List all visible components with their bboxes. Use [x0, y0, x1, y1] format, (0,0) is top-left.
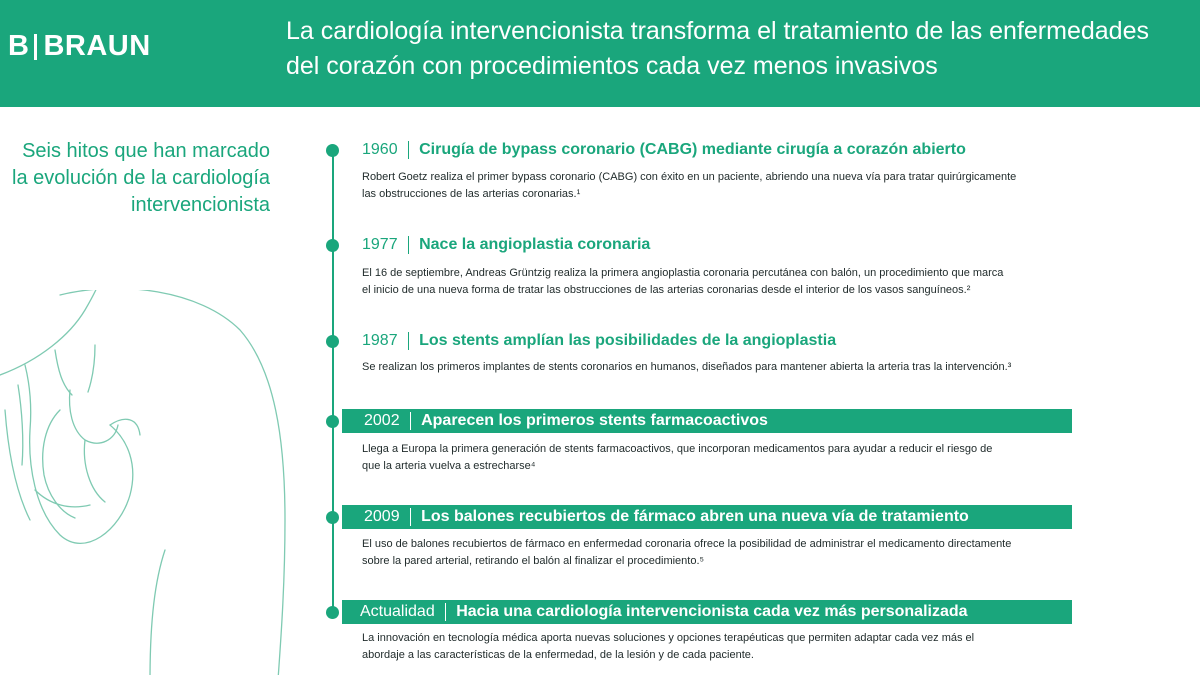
logo-letter: B [8, 30, 30, 62]
milestone-description [362, 630, 1052, 664]
milestone-year: Actualidad [360, 603, 435, 620]
heading-divider [408, 332, 410, 350]
milestone-year: 2009 [364, 508, 400, 525]
heading-divider [445, 603, 447, 621]
subtitle-line-3: intervencionista [131, 194, 270, 216]
milestone-year: 1960 [362, 141, 398, 158]
description-line: La innovación en tecnología médica aporta nuevas soluciones y opciones terapéuticas que permiten adaptar cada vez más el [362, 632, 975, 644]
milestone-heading [362, 233, 650, 257]
milestone-year: 1987 [362, 332, 398, 349]
milestone-description [362, 441, 1052, 475]
subtitle-line-2: la evolución de la cardiología [12, 167, 270, 189]
description-line: El uso de balones recubiertos de fármaco en enfermedad coronaria ofrece la posibilidad de administrar el medicamento directamente [362, 538, 1012, 550]
section-subtitle [0, 138, 270, 219]
milestone-year: 2002 [364, 412, 400, 429]
page-title-line-2: del corazón con procedimientos cada vez menos invasivos [286, 52, 938, 80]
timeline-axis [332, 148, 334, 618]
header-banner [0, 0, 1200, 107]
milestone-heading-band [342, 600, 1072, 624]
circle-dot-icon [326, 144, 339, 157]
milestone-title: Hacia una cardiología intervencionista cada vez más personalizada [456, 603, 968, 620]
description-line: abordaje a las características de la enfermedad, de la lesión y de cada paciente. [362, 649, 754, 661]
milestone-title: Los stents amplían las posibilidades de la angioplastia [419, 332, 837, 349]
milestone-description [362, 359, 1052, 376]
bbraun-logo [8, 30, 151, 63]
milestone-title: Aparecen los primeros stents farmacoactivos [421, 412, 768, 429]
milestone-heading [362, 138, 966, 162]
circle-dot-icon [326, 335, 339, 348]
circle-dot-icon [326, 239, 339, 252]
description-line: sobre la pared arterial, retirando el balón al finalizar el procedimiento.⁵ [362, 555, 705, 567]
logo-divider [34, 34, 37, 60]
description-line: el inicio de una nueva forma de tratar las obstrucciones de las arterias coronarias desde el interior de los vasos sanguíneos.² [362, 284, 971, 296]
logo-wordmark: BRAUN [43, 30, 151, 62]
milestone-heading [362, 329, 836, 353]
page-title-line-1: La cardiología intervencionista transforma el tratamiento de las enfermedades [286, 17, 1149, 45]
description-line: Robert Goetz realiza el primer bypass coronario (CABG) con éxito en un paciente, abriendo una nueva vía para tratar quirúrgicamente [362, 171, 1017, 183]
milestone-heading-band [342, 409, 1072, 433]
circle-dot-icon [326, 606, 339, 619]
milestone-title: Los balones recubiertos de fármaco abren una nueva vía de tratamiento [421, 508, 969, 525]
human-heart-outline-icon [0, 290, 300, 675]
circle-dot-icon [326, 415, 339, 428]
description-line: El 16 de septiembre, Andreas Grüntzig realiza la primera angioplastia coronaria percutánea con balón, un procedimiento que marca [362, 267, 1004, 279]
heading-divider [410, 508, 412, 526]
description-line: Se realizan los primeros implantes de stents coronarios en humanos, diseñados para mantener abierta la arteria tras la intervención.³ [362, 361, 1012, 373]
milestone-heading-band [342, 505, 1072, 529]
milestone-description [362, 169, 1052, 203]
description-line: que la arteria vuelva a estrecharse⁴ [362, 460, 536, 472]
description-line: Llega a Europa la primera generación de stents farmacoactivos, que incorporan medicamentos para ayudar a reducir el riesgo de [362, 443, 993, 455]
milestone-description [362, 536, 1052, 570]
heading-divider [410, 412, 412, 430]
milestone-title: Cirugía de bypass coronario (CABG) mediante cirugía a corazón abierto [419, 141, 966, 158]
circle-dot-icon [326, 511, 339, 524]
subtitle-line-1: Seis hitos que han marcado [22, 140, 270, 162]
description-line: las obstrucciones de las arterias coronarias.¹ [362, 188, 581, 200]
milestone-title: Nace la angioplastia coronaria [419, 236, 651, 253]
milestone-description [362, 265, 1052, 299]
milestone-year: 1977 [362, 236, 398, 253]
page-title [286, 14, 1186, 84]
heading-divider [408, 236, 410, 254]
heading-divider [408, 141, 410, 159]
